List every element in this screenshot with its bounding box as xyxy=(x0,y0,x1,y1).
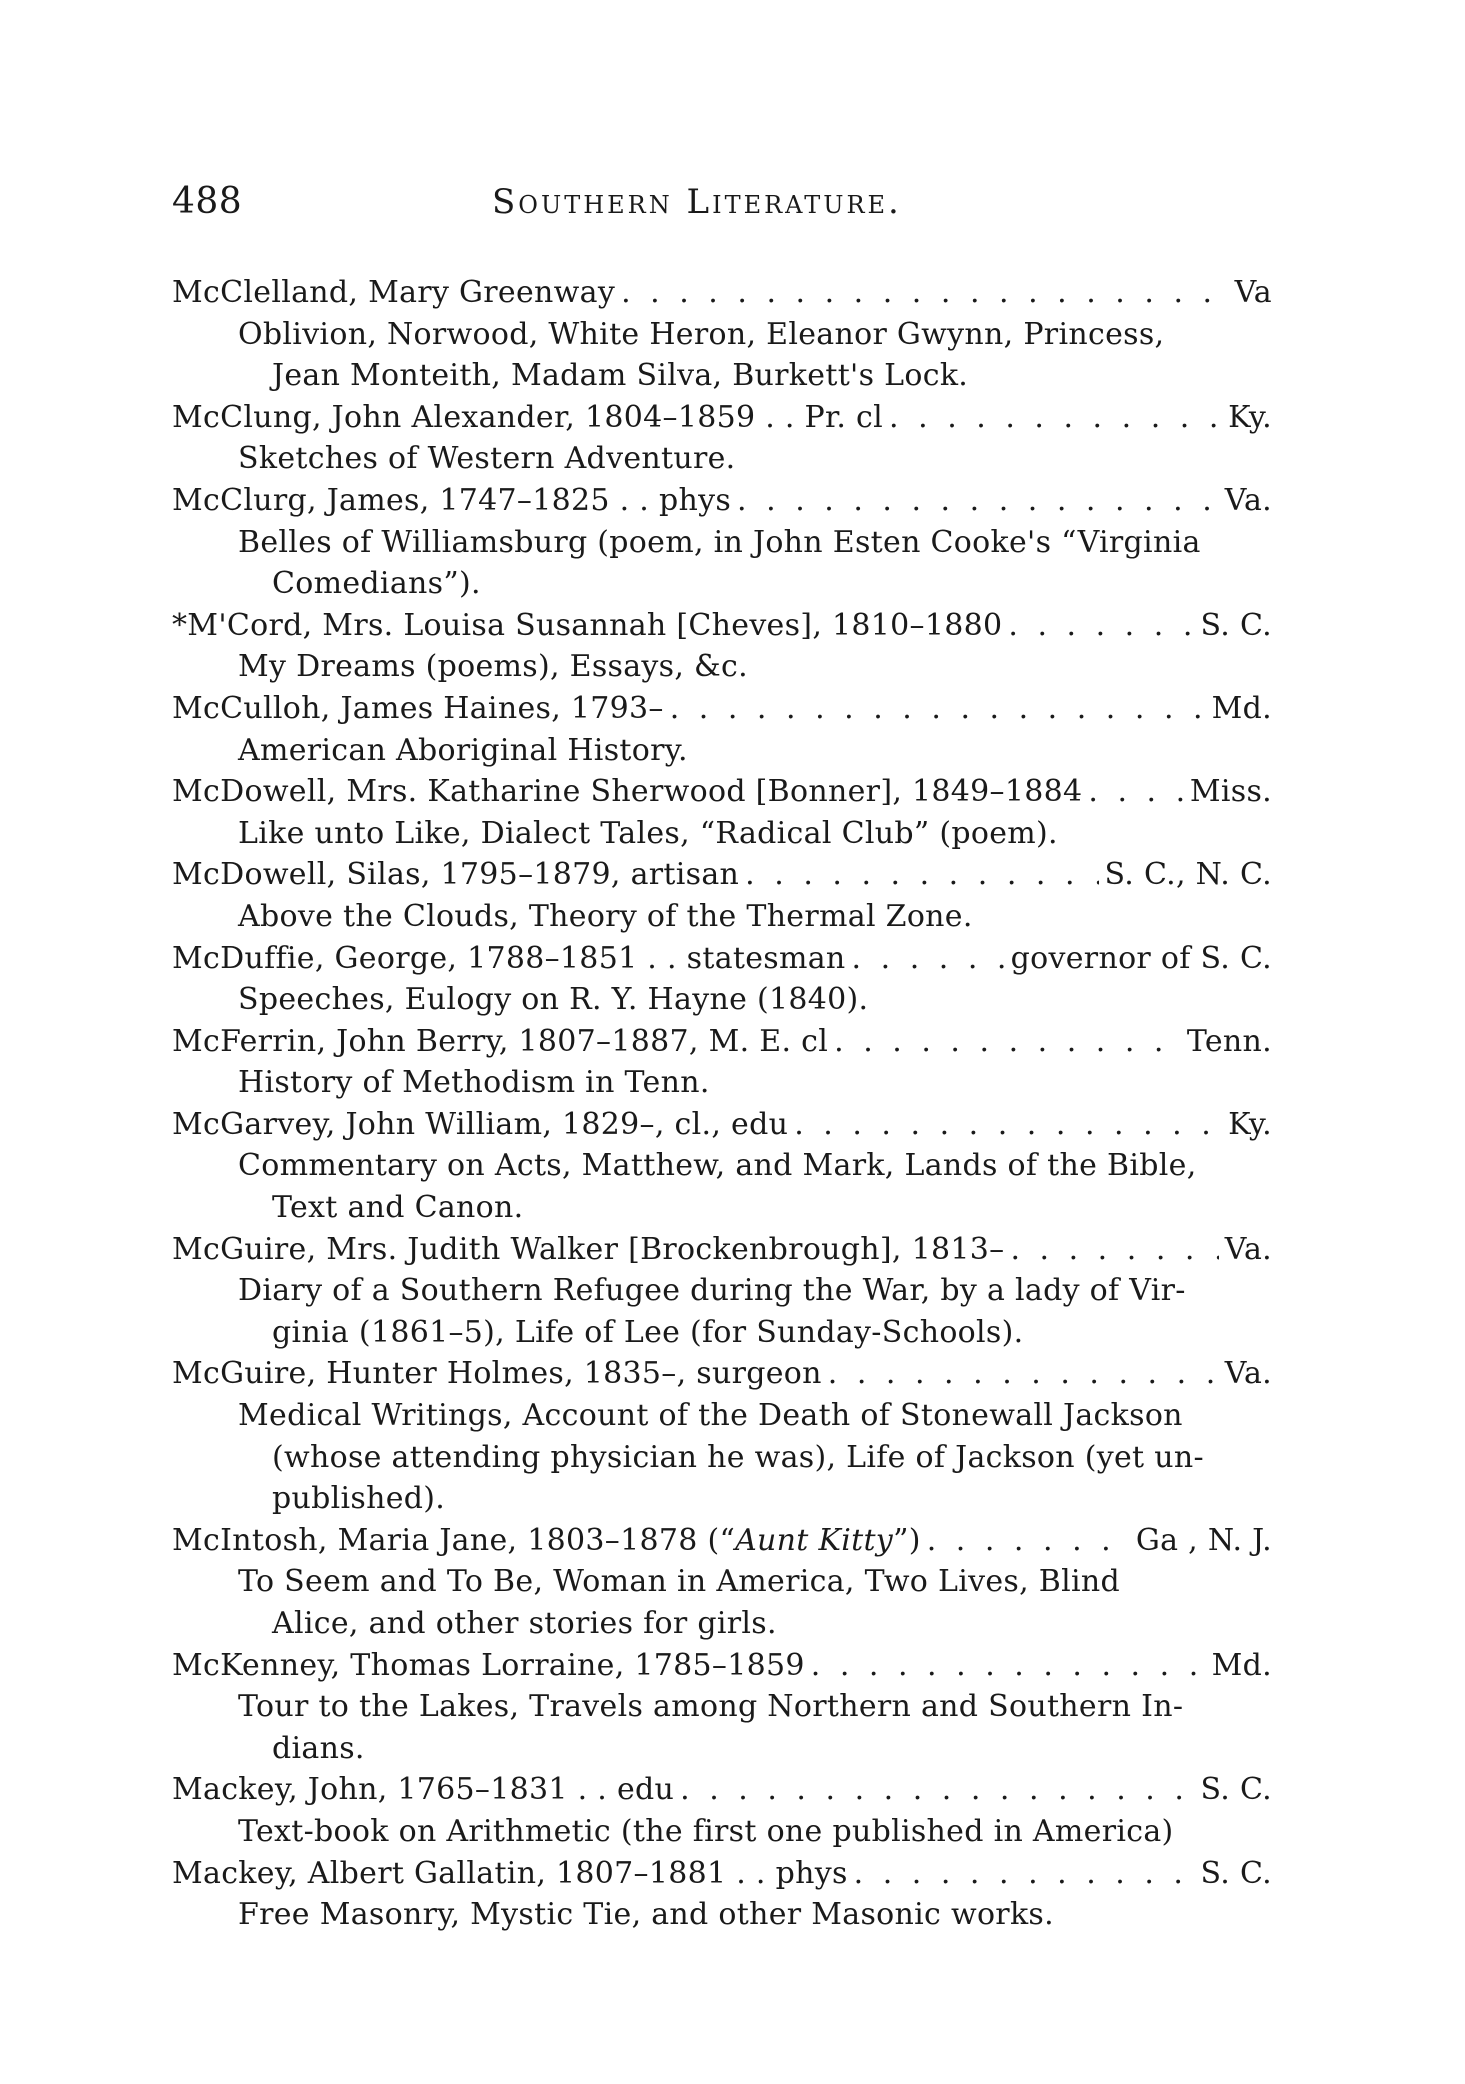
author-name: McGuire, Mrs. Judith Walker [Brockenbrough], 1813– xyxy=(172,1231,1005,1267)
author-name: McKenney, Thomas Lorraine, 1785–1859 xyxy=(172,1647,805,1683)
dot-leader xyxy=(621,272,1229,314)
works-line: History of Methodism in Tenn. xyxy=(238,1065,710,1101)
entry-heading xyxy=(172,397,1272,439)
works-line: Sketches of Western Adventure. xyxy=(238,441,736,477)
dot-leader xyxy=(1008,605,1194,647)
dot-leader xyxy=(852,938,1005,980)
author-state: Ky. xyxy=(1228,1106,1272,1142)
author-state: Miss. xyxy=(1189,774,1272,810)
author-name: McClurg, James, 1747–1825 . . phys xyxy=(172,482,732,518)
author-name: Mackey, John, 1765–1831 . . edu xyxy=(172,1772,675,1808)
dot-leader xyxy=(828,1353,1219,1395)
author-state: S. C. xyxy=(1200,607,1272,643)
entry-heading xyxy=(172,1353,1272,1395)
works-line: Diary of a Southern Refugee during the War, by a lady of Vir- xyxy=(238,1273,1186,1309)
works-line: To Seem and To Be, Woman in America, Two Lives, Blind xyxy=(238,1564,1121,1600)
entry-heading xyxy=(172,688,1272,730)
entry-heading xyxy=(172,938,1272,980)
works-line: Speeches, Eulogy on R. Y. Hayne (1840). xyxy=(238,982,869,1018)
works-line: ginia (1861–5), Life of Lee (for Sunday-Schools). xyxy=(272,1314,1024,1350)
works-line: Medical Writings, Account of the Death of Stonewall Jackson xyxy=(238,1398,1183,1434)
author-state: Va. xyxy=(1224,1356,1272,1392)
dot-leader xyxy=(1010,1229,1218,1271)
author-name: McDowell, Mrs. Katharine Sherwood [Bonner], 1849–1884 xyxy=(172,774,1083,810)
author-name: McCulloh, James Haines, 1793– xyxy=(172,690,664,726)
author-nickname: Aunt Kitty xyxy=(735,1522,894,1558)
author-state: S. C. xyxy=(1200,1772,1272,1808)
entry-heading xyxy=(172,272,1272,314)
author-entries xyxy=(172,272,1272,1936)
works-line: Above the Clouds, Theory of the Thermal Zone. xyxy=(238,898,973,934)
works-line: published). xyxy=(272,1481,446,1517)
works-line: (whose attending physician he was), Life of Jackson (yet un- xyxy=(272,1439,1204,1475)
works-line: Like unto Like, Dialect Tales, “Radical Club” (poem). xyxy=(238,815,1058,851)
works-line: Alice, and other stories for girls. xyxy=(272,1606,777,1641)
works-line: Tour to the Lakes, Travels among Northern and Southern In- xyxy=(238,1689,1184,1725)
dot-leader xyxy=(854,1853,1195,1895)
dot-leader xyxy=(737,480,1219,522)
author-state: S. C., N. C. xyxy=(1104,857,1272,893)
entry-heading xyxy=(172,854,1272,896)
page-header xyxy=(172,180,1272,240)
works-line: Jean Monteith, Madam Silva, Burkett's Lock. xyxy=(272,358,969,394)
dot-leader xyxy=(794,1104,1222,1146)
works-line: Free Masonry, Mystic Tie, and other Masonic works. xyxy=(238,1897,1054,1933)
dot-leader xyxy=(670,688,1206,730)
entry-heading xyxy=(172,1021,1272,1063)
author-state: S. C. xyxy=(1200,1855,1272,1891)
author-state: Va xyxy=(1234,275,1272,310)
entry-heading xyxy=(172,1769,1272,1811)
works-line: Oblivion, Norwood, White Heron, Eleanor Gwynn, Princess, xyxy=(238,316,1165,352)
author-name xyxy=(172,1520,921,1562)
works-line: Comedians”). xyxy=(272,566,481,602)
entry-heading xyxy=(172,1645,1272,1687)
author-state: Va. xyxy=(1224,482,1272,518)
author-name-suffix: ”) xyxy=(893,1522,921,1558)
works-line: Text-book on Arithmetic (the first one published in America) xyxy=(238,1813,1174,1849)
works-line: Belles of Williamsburg (poem, in John Esten Cooke's “Virginia xyxy=(238,524,1201,560)
author-state: Tenn. xyxy=(1186,1023,1272,1059)
entry-heading xyxy=(172,1853,1272,1895)
author-name: McDowell, Silas, 1795–1879, artisan xyxy=(172,857,740,893)
page-number: 488 xyxy=(172,181,243,222)
author-name: McFerrin, John Berry, 1807–1887, M. E. cl xyxy=(172,1023,829,1059)
dot-leader xyxy=(889,397,1222,439)
author-state: Ky. xyxy=(1228,399,1272,435)
works-line: dians. xyxy=(272,1730,365,1766)
works-line: My Dreams (poems), Essays, &c. xyxy=(238,649,748,685)
dot-leader xyxy=(745,854,1098,896)
entry-heading xyxy=(172,1520,1272,1562)
author-name: McClung, John Alexander, 1804–1859 . . Pr. cl xyxy=(172,399,884,435)
author-state: Md. xyxy=(1211,1647,1272,1683)
author-name: McGarvey, John William, 1829–, cl., edu xyxy=(172,1106,789,1142)
entry-heading xyxy=(172,605,1272,647)
entry-heading xyxy=(172,1104,1272,1146)
entry-heading xyxy=(172,771,1272,813)
author-name: McClelland, Mary Greenway xyxy=(172,275,616,310)
author-state: Ga , N. J. xyxy=(1135,1522,1272,1558)
dot-leader xyxy=(834,1021,1181,1063)
author-state: Md. xyxy=(1211,690,1272,726)
author-name: *M'Cord, Mrs. Louisa Susannah [Cheves], 1810–1880 xyxy=(172,607,1003,643)
works-line: Commentary on Acts, Matthew, and Mark, Lands of the Bible, xyxy=(238,1148,1197,1184)
dot-leader xyxy=(927,1520,1130,1562)
dot-leader xyxy=(1088,771,1183,813)
author-name: McGuire, Hunter Holmes, 1835–, surgeon xyxy=(172,1356,822,1392)
works-line: Text and Canon. xyxy=(272,1190,524,1226)
running-title: Southern Literature. xyxy=(492,182,902,222)
author-name: Mackey, Albert Gallatin, 1807–1881 . . phys xyxy=(172,1855,848,1891)
dot-leader xyxy=(680,1769,1194,1811)
author-state: governor of S. C. xyxy=(1010,940,1272,976)
works-line: American Aboriginal History. xyxy=(238,732,688,768)
author-name-prefix: McIntosh, Maria Jane, 1803–1878 (“ xyxy=(172,1522,736,1558)
author-state: Va. xyxy=(1224,1231,1272,1267)
dot-leader xyxy=(811,1645,1206,1687)
author-name: McDuffie, George, 1788–1851 . . statesman xyxy=(172,940,846,976)
entry-heading xyxy=(172,1229,1272,1271)
entry-heading xyxy=(172,480,1272,522)
